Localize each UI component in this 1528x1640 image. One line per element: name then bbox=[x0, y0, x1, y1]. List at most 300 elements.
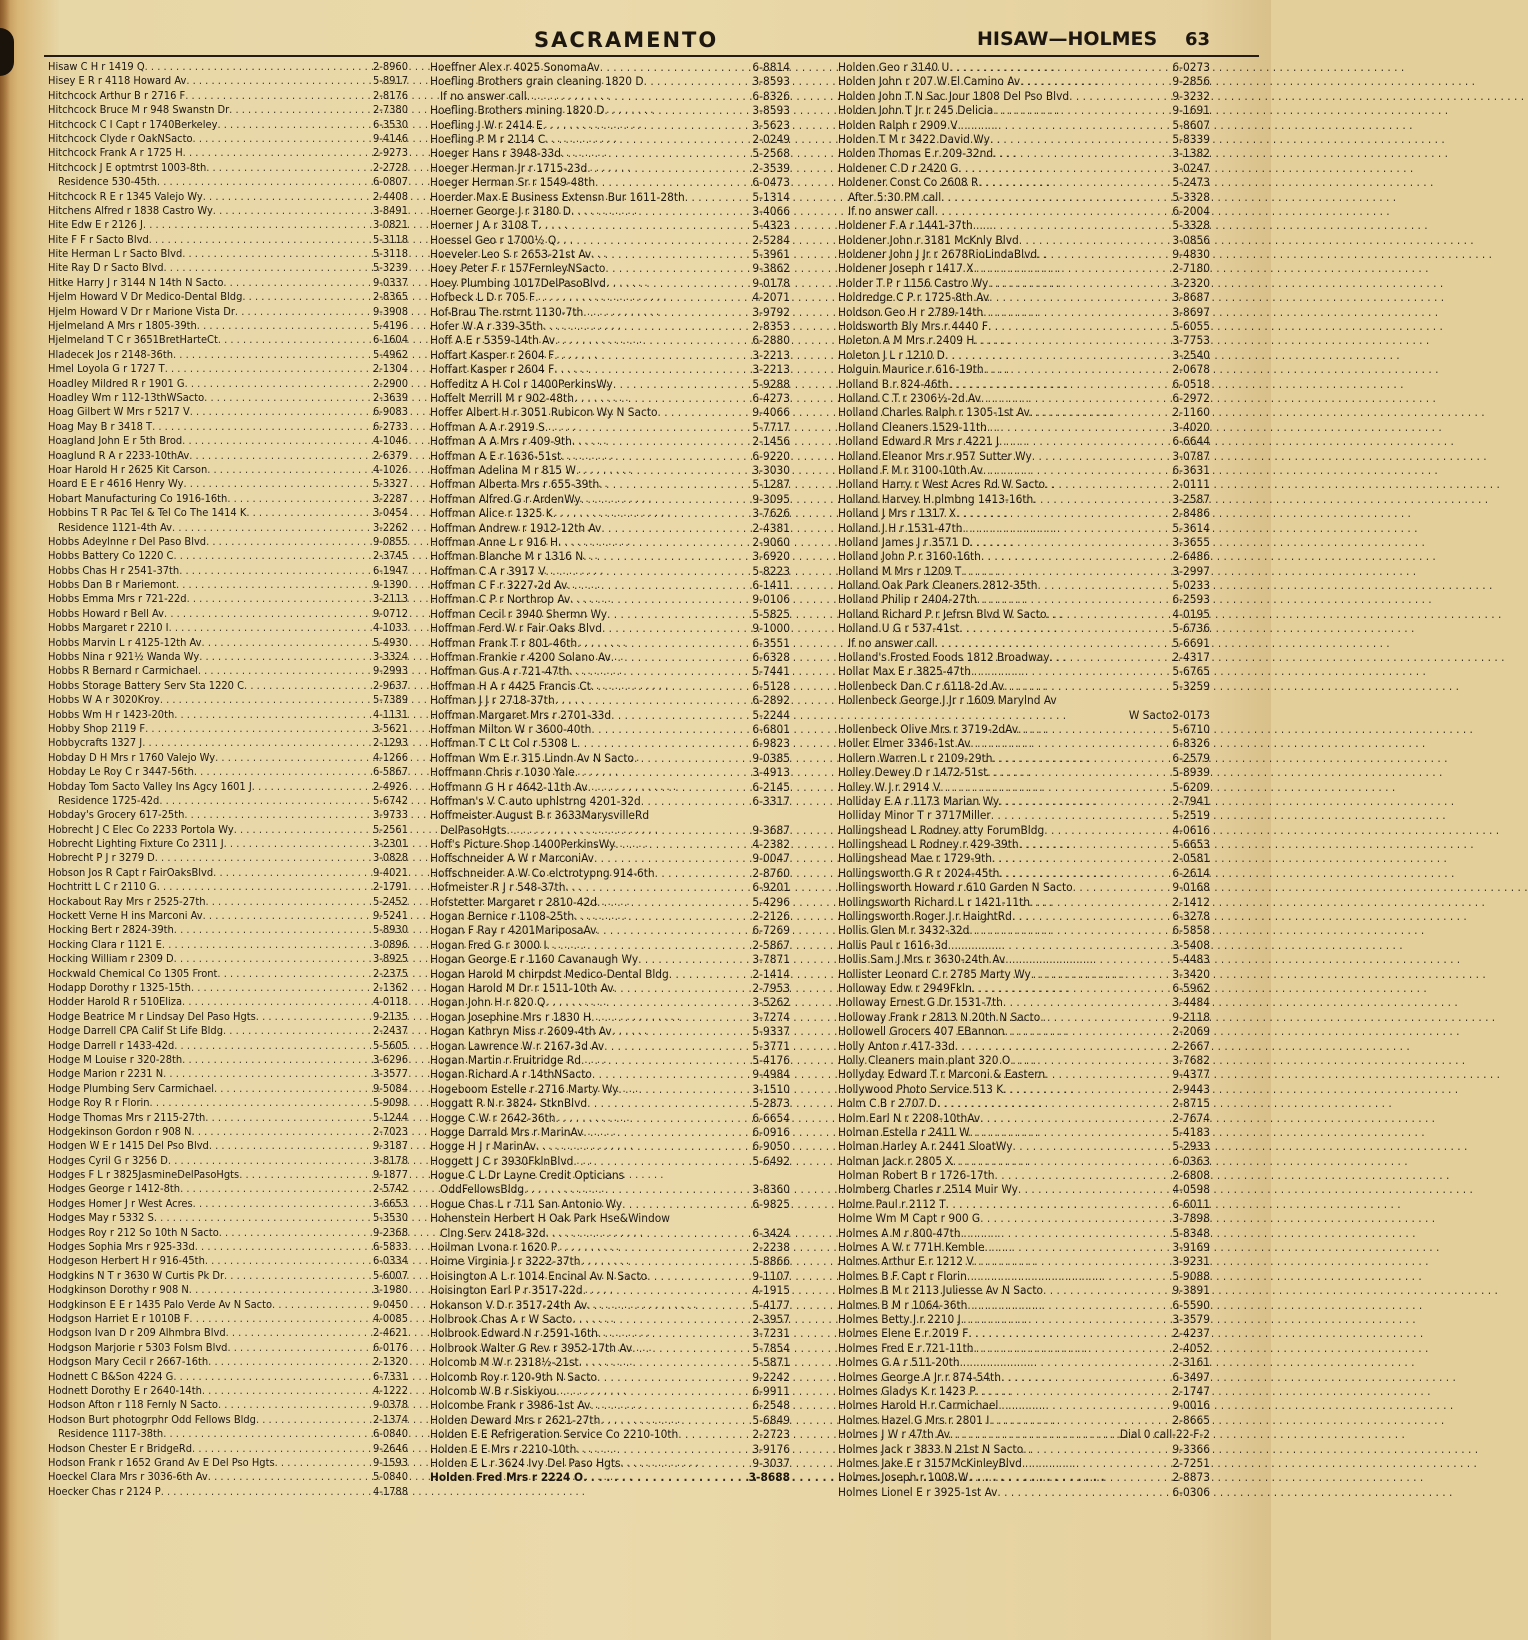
listing-name: Holeton J L r 1210 D bbox=[838, 347, 945, 362]
leader-dots bbox=[194, 765, 373, 779]
listing-name: Hogan Richard A r 14thNSacto bbox=[430, 1067, 592, 1082]
listing-phone: 3-7626 bbox=[752, 506, 790, 521]
listing-phone: 2-5742 bbox=[372, 1182, 408, 1196]
leader-dots bbox=[558, 535, 752, 549]
listing-entry bbox=[48, 794, 408, 808]
listing-entry bbox=[430, 1254, 790, 1268]
listing-entry bbox=[48, 1111, 408, 1125]
listing-phone: 2-2375 bbox=[372, 966, 408, 980]
listing-name: Hoffmann Chris r 1030 Yale bbox=[430, 765, 575, 780]
leader-dots bbox=[179, 564, 373, 578]
leader-dots bbox=[1005, 952, 1172, 966]
listing-entry bbox=[48, 118, 408, 132]
listing-entry bbox=[430, 1111, 790, 1125]
listing-phone: 6-2004 bbox=[1172, 203, 1210, 218]
listing-entry bbox=[838, 909, 1210, 923]
leader-dots bbox=[997, 1485, 1172, 1499]
leader-dots bbox=[195, 1240, 373, 1254]
listing-phone: 9-0168 bbox=[1172, 880, 1210, 895]
listing-entry bbox=[48, 60, 408, 74]
listing-phone: 2-0581 bbox=[1172, 851, 1210, 866]
listing-entry bbox=[430, 866, 790, 880]
listing-phone: 3-7274 bbox=[752, 1009, 790, 1024]
listing-phone: 2-1320 bbox=[372, 1355, 408, 1369]
listing-entry bbox=[430, 765, 790, 779]
listing-phone: 3-5621 bbox=[372, 721, 408, 735]
listing-phone: 2-8665 bbox=[1172, 1412, 1210, 1427]
leader-dots bbox=[186, 74, 373, 88]
listing-entry bbox=[430, 1168, 790, 1182]
listing-phone: 3-2213 bbox=[752, 347, 790, 362]
leader-dots bbox=[223, 276, 373, 290]
listing-entry bbox=[48, 1442, 408, 1456]
listing-entry bbox=[430, 1240, 790, 1254]
leader-dots bbox=[555, 1111, 752, 1125]
listing-phone: 2-2723 bbox=[752, 1427, 790, 1442]
listing-entry bbox=[430, 89, 790, 103]
listing-name: Holdener C D r 2420 G bbox=[838, 160, 959, 175]
listing-phone: 5-6742 bbox=[372, 793, 408, 807]
leader-dots bbox=[193, 132, 373, 146]
listing-entry bbox=[838, 722, 1210, 736]
leader-dots bbox=[206, 535, 373, 549]
listing-phone: 3-2262 bbox=[372, 520, 408, 534]
listing-entry bbox=[430, 851, 790, 865]
listing-name: DelPasoHgts bbox=[440, 822, 507, 837]
leader-dots bbox=[607, 607, 752, 621]
leader-dots bbox=[983, 463, 1173, 477]
listing-phone: 5-2873 bbox=[752, 1096, 790, 1111]
listing-entry bbox=[838, 103, 1210, 117]
leader-dots bbox=[174, 1039, 373, 1053]
listing-phone: 3-2287 bbox=[372, 491, 408, 505]
listing-phone: 2-1412 bbox=[1172, 894, 1210, 909]
listing-entry bbox=[48, 247, 408, 261]
leader-dots bbox=[594, 851, 752, 865]
listing-entry bbox=[838, 866, 1210, 880]
leader-dots bbox=[970, 736, 1172, 750]
listing-phone: 5-6765 bbox=[1172, 664, 1210, 679]
listing-phone: 5-2244 bbox=[752, 707, 790, 722]
listing-phone: 6-2593 bbox=[1172, 592, 1210, 607]
listing-name: Holbrook Edward N r 2591-16th bbox=[430, 1326, 598, 1341]
leader-dots bbox=[669, 967, 753, 981]
leader-dots bbox=[191, 981, 373, 995]
listing-phone: 3-2301 bbox=[372, 837, 408, 851]
listing-name: Hobbs Storage Battery Serv Sta 1220 C bbox=[48, 678, 245, 692]
leader-dots bbox=[185, 377, 373, 391]
listing-entry bbox=[48, 736, 408, 750]
leader-dots bbox=[981, 549, 1173, 563]
listing-phone: 9-1000 bbox=[752, 621, 790, 636]
leader-dots bbox=[678, 1427, 752, 1441]
leader-dots bbox=[937, 1096, 1173, 1110]
listing-phone: 5-4962 bbox=[372, 347, 408, 361]
leader-dots bbox=[972, 981, 1173, 995]
listing-phone: 6-2892 bbox=[752, 693, 790, 708]
listing-entry bbox=[430, 1312, 790, 1326]
listing-entry bbox=[430, 146, 790, 160]
listing-name: Holdener Const Co 2608 R bbox=[838, 175, 979, 190]
leader-dots bbox=[974, 1254, 1173, 1268]
listing-phone: 9-4830 bbox=[1172, 247, 1210, 262]
listing-entry bbox=[430, 463, 790, 477]
listing-phone: 2-0173 bbox=[1172, 707, 1210, 722]
leader-dots bbox=[1020, 74, 1172, 88]
listing-phone: 9-0106 bbox=[752, 592, 790, 607]
listing-entry bbox=[48, 751, 408, 765]
listing-name: Holden Fred Mrs r 2224 O bbox=[430, 1470, 584, 1485]
listing-name: Hogan Lawrence W r 2167-3d Av bbox=[430, 1038, 605, 1053]
listing-entry bbox=[838, 535, 1210, 549]
listing-name: Hoffman C A r 3917 V bbox=[430, 563, 546, 578]
listing-phone: 3-4066 bbox=[752, 203, 790, 218]
listing-name: Hoffelt Merrill M r 902-48th bbox=[430, 390, 574, 405]
leader-dots bbox=[1045, 1067, 1172, 1081]
listing-phone: 3-7231 bbox=[752, 1326, 790, 1341]
listing-name: Hoggatt R N r 3824- StknBlvd bbox=[430, 1096, 588, 1111]
leader-dots bbox=[591, 247, 752, 261]
listing-phone: 9-0712 bbox=[372, 606, 408, 620]
leader-dots bbox=[572, 434, 753, 448]
listing-phone: 9-0337 bbox=[372, 275, 408, 289]
listing-entry bbox=[838, 175, 1210, 189]
listing-name: Hobbs Chas H r 2541-37th bbox=[48, 563, 180, 577]
listing-entry bbox=[838, 1240, 1210, 1254]
listing-entry bbox=[48, 434, 408, 448]
listing-phone: 3-6296 bbox=[372, 1052, 408, 1066]
listing-name: Hoffart Kasper r 2604 F bbox=[430, 362, 555, 377]
listing-phone: 6-2733 bbox=[372, 419, 408, 433]
listing-phone: 6-6644 bbox=[1172, 434, 1210, 449]
listing-phone: 6-2880 bbox=[752, 333, 790, 348]
listing-phone: 6-7331 bbox=[372, 1369, 408, 1383]
listing-name: Holden E E Refrigeration Service Co 2210-10th bbox=[430, 1427, 679, 1442]
listing-entry bbox=[430, 650, 790, 664]
leader-dots bbox=[235, 305, 373, 319]
listing-entry bbox=[838, 880, 1210, 894]
page-edge-shadow bbox=[0, 0, 10, 1640]
leader-dots bbox=[606, 276, 753, 290]
leader-dots bbox=[596, 923, 752, 937]
leader-dots bbox=[184, 808, 373, 822]
leader-dots bbox=[1004, 679, 1172, 693]
leader-dots bbox=[208, 1470, 373, 1484]
leader-dots bbox=[574, 391, 752, 405]
leader-dots bbox=[1073, 880, 1173, 894]
listing-name: Hjelmeland T C r 3651BretHarteCt bbox=[48, 333, 218, 347]
listing-entry bbox=[838, 1067, 1210, 1081]
listing-name: Holland Richard P r Jefrsn Blvd W Sacto bbox=[838, 606, 1047, 621]
leader-dots bbox=[234, 823, 373, 837]
listing-name: Holland Eleanor Mrs r 957 Sutter Wy bbox=[838, 448, 1032, 463]
listing-entry bbox=[838, 1470, 1210, 1484]
listing-name: Hobbs Howard r Bell Av bbox=[48, 606, 165, 620]
listing-phone: 3-4913 bbox=[752, 765, 790, 780]
listing-name: Hodgekinson Gordon r 908 N bbox=[48, 1124, 192, 1138]
leader-dots bbox=[565, 880, 752, 894]
listing-name: Hoffman H A r 4425 Francis Ct bbox=[430, 678, 591, 693]
listing-name: Hoisington A L r 1014 Encinal Av N Sacto bbox=[430, 1268, 648, 1283]
leader-dots bbox=[199, 650, 373, 664]
leader-dots bbox=[999, 434, 1172, 448]
listing-name: Hogan Martin r Fruitridge Rd bbox=[430, 1052, 582, 1067]
listing-name: Holland Edward R Mrs r 4221 J bbox=[838, 434, 999, 449]
leader-dots bbox=[242, 290, 373, 304]
listing-entry bbox=[48, 952, 408, 966]
listing-phone: 2-7251 bbox=[1172, 1455, 1210, 1470]
leader-dots bbox=[192, 1442, 373, 1456]
listing-name: Holland John P r 3160-16th bbox=[838, 549, 981, 564]
listing-name: Holdener John r 3181 McKnly Blvd bbox=[838, 232, 1019, 247]
listing-phone: 5-9098 bbox=[372, 1096, 408, 1110]
listing-phone: 5-2473 bbox=[1172, 175, 1210, 190]
listing-phone: 4-2382 bbox=[752, 837, 790, 852]
listing-name: Hoey Peter F r 157FernleyNSacto bbox=[430, 261, 606, 276]
listing-name: Hisaw C H r 1419 Q bbox=[48, 60, 145, 73]
listing-phone: 3-9733 bbox=[372, 808, 408, 822]
listing-name: Hoeveler Leo S r 2653-21st Av bbox=[430, 247, 592, 262]
listing-name: Holley Dewey D r 1472-51st bbox=[838, 765, 988, 780]
listing-name: Hoffart Kasper r 2604 F bbox=[430, 347, 555, 362]
listing-entry bbox=[838, 693, 1210, 707]
leader-dots bbox=[612, 1024, 753, 1038]
listing-entry bbox=[838, 362, 1210, 376]
leader-dots bbox=[506, 823, 752, 837]
listing-entry bbox=[48, 1154, 408, 1168]
listing-phone: 4-0085 bbox=[372, 1311, 408, 1325]
listing-phone: 5-9337 bbox=[752, 1024, 790, 1039]
leader-dots bbox=[581, 492, 753, 506]
listing-entry bbox=[838, 636, 1210, 650]
listing-phone: 5-2519 bbox=[1172, 808, 1210, 823]
listing-phone: 9-0855 bbox=[372, 534, 408, 548]
leader-dots bbox=[554, 362, 752, 376]
listing-phone: 6-8326 bbox=[1172, 736, 1210, 751]
listing-phone: 6-6328 bbox=[752, 650, 790, 665]
listing-entry bbox=[430, 132, 790, 146]
listing-name: Hodges F L r 3825JasmineDelPasoHgts bbox=[48, 1168, 240, 1182]
listing-phone: 6-7269 bbox=[752, 923, 790, 938]
listing-name: Holmes J W r 47th Av bbox=[838, 1427, 950, 1442]
leader-dots bbox=[988, 276, 1172, 290]
listing-name: Hogan John H r 820 Q bbox=[430, 995, 546, 1010]
listing-name: Holmes B M r 1064-36th bbox=[838, 1297, 968, 1312]
leader-dots bbox=[576, 463, 752, 477]
leader-dots bbox=[987, 420, 1173, 434]
listing-entry bbox=[48, 535, 408, 549]
listing-phone: 5-3118 bbox=[372, 232, 408, 246]
listing-name: Hobbs Emma Mrs r 721-22d bbox=[48, 592, 187, 606]
listing-phone: 3-0247 bbox=[1172, 160, 1210, 175]
listing-entry bbox=[48, 1053, 408, 1067]
listing-entry bbox=[838, 1398, 1210, 1412]
listing-phone: 9-2646 bbox=[372, 1441, 408, 1455]
leader-dots bbox=[949, 377, 1173, 391]
listing-name: Hohenstein Herbert H Oak Park Hse&Window bbox=[430, 1211, 670, 1226]
listing-name: Hollingsworth Howard r 610 Garden N Sacto bbox=[838, 880, 1073, 895]
listing-phone: 5-4323 bbox=[752, 218, 790, 233]
listing-phone: 5-8223 bbox=[752, 563, 790, 578]
listing-phone: 5-6007 bbox=[372, 1268, 408, 1282]
listing-name: Hodge Roy R r Florin bbox=[48, 1096, 150, 1110]
listing-phone: 6-2145 bbox=[752, 779, 790, 794]
leader-dots bbox=[272, 1298, 373, 1312]
listing-phone: 3-0821 bbox=[372, 218, 408, 232]
leader-dots bbox=[206, 161, 373, 175]
listing-name: Hite F F r Sacto Blvd bbox=[48, 232, 149, 246]
listing-phone: 3-4020 bbox=[1172, 419, 1210, 434]
leader-dots bbox=[611, 708, 752, 722]
listing-phone: 6-2548 bbox=[752, 1398, 790, 1413]
listing-name: Holman Robert B r 1726-17th bbox=[838, 1168, 995, 1183]
listing-phone: 6-5590 bbox=[1172, 1297, 1210, 1312]
listing-entry bbox=[430, 377, 790, 391]
listing-name: Holcomb Roy r 120-9th N Sacto bbox=[430, 1369, 598, 1384]
listing-phone: 3-3030 bbox=[752, 462, 790, 477]
listing-name: Holbrook Chas A r W Sacto bbox=[430, 1311, 573, 1326]
header-rule bbox=[44, 55, 1259, 57]
listing-phone: 3-8697 bbox=[1172, 304, 1210, 319]
listing-entry bbox=[838, 204, 1210, 218]
leader-dots bbox=[949, 60, 1172, 74]
listing-entry bbox=[430, 837, 790, 851]
listing-entry bbox=[838, 981, 1210, 995]
listing-phone: 2-7953 bbox=[752, 981, 790, 995]
listing-name: Hodges Cyril G r 3256 D bbox=[48, 1153, 168, 1167]
leader-dots bbox=[581, 1053, 752, 1067]
listing-phone: 6-1947 bbox=[372, 563, 408, 577]
listing-entry bbox=[430, 1427, 790, 1441]
listing-phone: 2-7380 bbox=[372, 103, 408, 117]
listing-phone: 5-2568 bbox=[752, 146, 790, 161]
listing-phone: 6-4273 bbox=[752, 390, 790, 405]
listing-name: Hoffman A A r 2919 S bbox=[430, 419, 545, 434]
listing-phone: 2-4926 bbox=[372, 779, 408, 793]
listing-name: Holliday Minor T r 3717Miller bbox=[838, 808, 991, 823]
leader-dots bbox=[202, 1384, 373, 1398]
listing-name: Hollern Warren L r 2109-29th bbox=[838, 750, 993, 765]
listing-name: Hoffmann G H r 4642-11th Av bbox=[430, 779, 588, 794]
listing-name: Hoagland John E r 5th Brod bbox=[48, 434, 183, 448]
listing-phone: 6-0306 bbox=[1172, 1484, 1210, 1499]
leader-dots bbox=[587, 1298, 752, 1312]
listing-phone: 5-8866 bbox=[752, 1254, 790, 1269]
listing-entry bbox=[430, 305, 790, 319]
listing-entry bbox=[48, 146, 408, 160]
leader-dots bbox=[634, 751, 752, 765]
listing-entry bbox=[48, 1182, 408, 1196]
listing-phone: 6-8326 bbox=[752, 88, 790, 103]
listing-name: Hoessel Geo r 1700½ Q bbox=[430, 232, 557, 247]
leader-dots bbox=[163, 1427, 373, 1441]
listing-name: Hoffman Margaret Mrs r 2701-33d bbox=[430, 707, 612, 722]
listing-name: Hoff's Picture Shop 1400PerkinsWy bbox=[430, 837, 616, 852]
listing-phone: 5-1314 bbox=[752, 189, 790, 204]
listing-name: Hodnett Dorothy E r 2640-14th bbox=[48, 1383, 202, 1397]
listing-name: Hogge H J r MarinAv bbox=[430, 1139, 536, 1154]
leader-dots bbox=[192, 1125, 373, 1139]
listing-entry bbox=[48, 722, 408, 736]
listing-phone: 9-3687 bbox=[752, 822, 790, 837]
leader-dots bbox=[207, 463, 373, 477]
listing-entry bbox=[48, 1211, 408, 1225]
listing-entry bbox=[838, 952, 1210, 966]
listing-phone: 5-6691 bbox=[1172, 635, 1210, 650]
listing-entry bbox=[838, 276, 1210, 290]
listing-name: Holloway Ernest G Dr 1531-7th bbox=[838, 995, 1003, 1010]
leader-dots bbox=[576, 1442, 752, 1456]
listing-phone: 9-5241 bbox=[372, 909, 408, 923]
listing-entry bbox=[430, 621, 790, 635]
leader-dots bbox=[999, 794, 1172, 808]
listing-phone: 3-9169 bbox=[1172, 1240, 1210, 1255]
leader-dots bbox=[613, 377, 753, 391]
listing-name: Holdredge C P r 1725-8th Av bbox=[838, 290, 990, 305]
leader-dots bbox=[935, 204, 1173, 218]
listing-entry bbox=[48, 808, 408, 822]
leader-dots bbox=[538, 218, 753, 232]
listing-name: Hobbycrafts 1327 J bbox=[48, 736, 143, 750]
listing-phone: 9-2118 bbox=[1172, 1009, 1210, 1024]
listing-entry bbox=[430, 74, 790, 88]
listing-name: Hoffman's V C auto uphlstrng 4201-32d bbox=[430, 793, 641, 808]
listing-phone: 5-1244 bbox=[372, 1110, 408, 1124]
listing-name: Holmes Jake E r 3157McKinleyBlvd bbox=[838, 1455, 1022, 1470]
listing-phone: 4-1026 bbox=[372, 462, 408, 476]
listing-entry bbox=[48, 1384, 408, 1398]
listing-phone: 5-3328 bbox=[1172, 189, 1210, 204]
listing-phone: 5-3327 bbox=[372, 477, 408, 491]
listing-name: Holler Elmer 3346-1st Av bbox=[838, 736, 971, 751]
listing-entry bbox=[430, 204, 790, 218]
leader-dots bbox=[1030, 895, 1172, 909]
listing-phone: 3-8925 bbox=[372, 952, 408, 966]
listing-name: If no answer call bbox=[848, 203, 935, 218]
listing-phone: 6-0807 bbox=[372, 175, 408, 189]
listing-name: Holcomb W B r Siskiyou bbox=[430, 1383, 557, 1398]
listing-name: Hollenbeck Olive Mrs r 3719-2dAv bbox=[838, 721, 1019, 736]
leader-dots bbox=[968, 1470, 1172, 1484]
listing-phone: 9-2856 bbox=[1172, 74, 1210, 89]
leader-dots bbox=[182, 434, 373, 448]
listing-entry bbox=[430, 233, 790, 247]
listing-phone: 3-2540 bbox=[1172, 347, 1210, 362]
listing-name: Hoefling J W r 2414 E bbox=[430, 117, 543, 132]
leader-dots bbox=[256, 1010, 373, 1024]
listing-entry bbox=[838, 1197, 1210, 1211]
listing-entry bbox=[430, 1341, 790, 1355]
listing-entry bbox=[48, 765, 408, 779]
leader-dots bbox=[155, 851, 373, 865]
listing-entry bbox=[48, 938, 408, 952]
listing-phone: 6-9083 bbox=[372, 405, 408, 419]
listing-name: Holman Jack r 2805 X bbox=[838, 1153, 953, 1168]
leader-dots bbox=[1012, 909, 1173, 923]
leader-dots bbox=[989, 290, 1172, 304]
listing-entry bbox=[838, 319, 1210, 333]
listing-entry bbox=[430, 808, 790, 822]
listing-entry bbox=[48, 74, 408, 88]
listing-name: Hocking Bert r 2824-39th bbox=[48, 923, 174, 937]
listing-entry bbox=[48, 679, 408, 693]
listing-entry bbox=[48, 1096, 408, 1110]
leader-dots bbox=[611, 650, 753, 664]
listing-entry bbox=[48, 1168, 408, 1182]
leader-dots bbox=[1019, 233, 1173, 247]
listing-phone: 2-6379 bbox=[372, 448, 408, 462]
listing-name: Holland Philip r 2404-27th bbox=[838, 592, 977, 607]
